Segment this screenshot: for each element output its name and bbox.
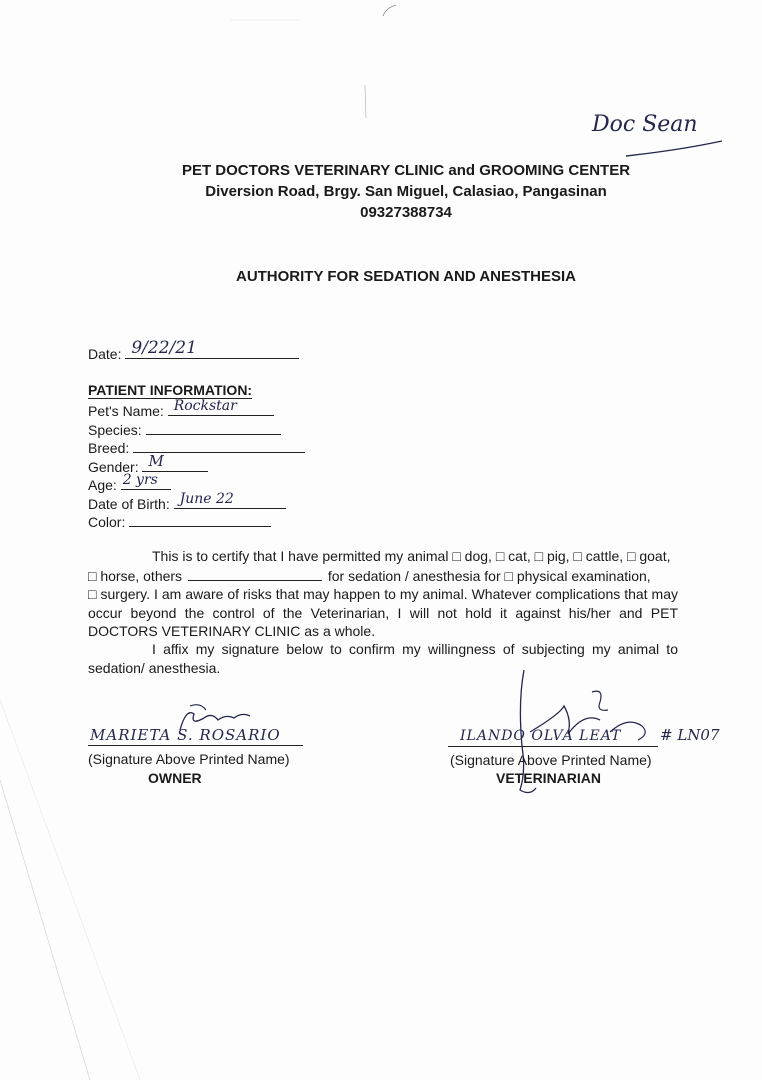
pets-name-field[interactable]: Pet's Name: Rockstar [88, 401, 274, 419]
consent-line-2: □ horse, others for sedation / anesthesia for □ physical examination, [88, 568, 651, 584]
owner-role: OWNER [148, 770, 202, 786]
consent-line-3: □ surgery. I am aware of risks that may happen to my animal. Whatever complications that may occur beyond the control of the Veterinarian, I will not hold it against his/her and PET DOCTORS VETERINARY CLINIC as a whole. [88, 586, 678, 639]
owner-printed-name: MARIETA S. ROSARIO [90, 726, 281, 744]
clinic-address: Diversion Road, Brgy. San Miguel, Calasiao, Pangasinan [205, 183, 607, 200]
patient-info-heading: PATIENT INFORMATION: [88, 382, 253, 398]
date-of-birth-value: June 22 [179, 491, 234, 507]
clinic-name: PET DOCTORS VETERINARY CLINIC and GROOMING CENTER [181, 162, 631, 179]
breed-field[interactable]: Breed: [88, 438, 305, 456]
veterinarian-role: VETERINARIAN [496, 770, 602, 786]
veterinarian-license: # LN07 [660, 726, 720, 744]
gender-value: M [148, 452, 164, 470]
consent-paragraph-2: I affix my signature below to confirm my willingness of subjecting my animal to sedation/ anesthesia. [88, 641, 678, 676]
handwritten-note: Doc Sean [592, 112, 698, 137]
date-value: 9/22/21 [131, 338, 197, 358]
owner-caption: (Signature Above Printed Name) [88, 751, 290, 767]
species-field[interactable]: Species: [88, 420, 281, 438]
veterinarian-printed-name: ILANDO OLVA LEAT [460, 728, 622, 744]
pets-name-value: Rockstar [173, 398, 237, 414]
veterinarian-caption: (Signature Above Printed Name) [450, 752, 652, 768]
gender-field[interactable]: Gender: M [88, 457, 208, 475]
age-field[interactable]: Age: 2 yrs [88, 475, 171, 493]
color-field[interactable]: Color: [88, 512, 271, 530]
date-label: Date: [88, 346, 122, 362]
clinic-phone: 09327388734 [360, 204, 452, 221]
form-title: AUTHORITY FOR SEDATION AND ANESTHESIA [235, 268, 576, 285]
age-value: 2 yrs [122, 472, 158, 488]
date-of-birth-field[interactable]: Date of Birth: June 22 [88, 494, 286, 512]
consent-line-1: This is to certify that I have permitted my animal □ dog, □ cat, □ pig, □ cattle, □ goat, [152, 548, 671, 564]
